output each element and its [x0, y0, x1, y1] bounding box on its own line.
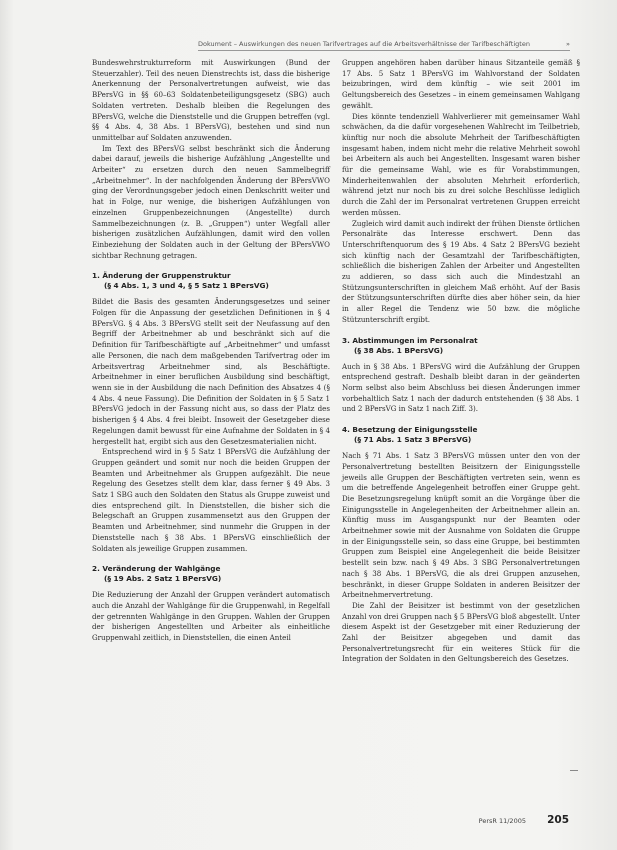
left-column — [92, 58, 330, 644]
paragraph: Auch in § 38 Abs. 1 BPersVG wird die Aufzählung der Gruppen entsprechend gestraft. Deshalb bleibt daran in der geänderten Norm selbst also beim Abschluss bei diesen Änderungen immer vorbehaltlich Satz 1 nach der dadurch entstehenden (§ 38 Abs. 1 und 2 BPersVG in Satz 1 nach Ziff. 3). — [342, 361, 580, 414]
section-heading — [92, 564, 330, 584]
section-heading-subtitle: (§ 38 Abs. 1 BPersVG) — [354, 345, 444, 355]
margin-mark — [570, 770, 578, 771]
section-heading-subtitle: (§ 4 Abs. 1, 3 und 4, § 5 Satz 1 BPersVG) — [104, 281, 269, 291]
section-heading-subtitle: (§ 71 Abs. 1 Satz 3 BPersVG) — [354, 435, 472, 445]
right-column — [342, 58, 580, 665]
running-head-page-ref: » — [566, 40, 570, 48]
running-head — [198, 40, 570, 51]
section-heading-subtitle: (§ 19 Abs. 2 Satz 1 BPersVG) — [104, 574, 222, 584]
section-heading-title: 2. Veränderung der Wahlgänge — [92, 564, 221, 574]
section-heading — [342, 336, 580, 356]
section-heading-title: 3. Abstimmungen im Personalrat — [342, 335, 478, 345]
paragraph: Nach § 71 Abs. 1 Satz 3 BPersVG müssen unter den von der Personalvertretung bestellten Beisitzern der Einigungsstelle jeweils alle Gruppen der Beschäftigten vertreten sein, wenn es um die betreffende Angelegenheit betroffen einer Gruppe geht. Die Besetzungsregelung knüpft somit an die Vorgänge über die Einigungsstelle in Angelegenheiten der Arbeitnehmer allein an. Künftig muss im Ausgangspunkt nur der Beamten oder Arbeitnehmer sowie mit der Ausnahme von Soldaten die Gruppe in der Einigungsstelle sein, so dass eine Gruppe, bei bestimmten Gruppen zum Beispiel eine Angelegenheit die beide Beisitzer bestellt sein bzw. nach § 49 Abs. 3 SBG Personalvertretungen nach § 38 Abs. 1 BPersVG, die als drei Gruppen anzusehen, beschränkt, in dieser Gruppe Soldaten in anderen Beisitzer der Arbeitnehmervertretung. — [342, 451, 580, 600]
issue-label: PersR 11/2005 — [478, 817, 526, 825]
paragraph: Die Reduzierung der Anzahl der Gruppen verändert automatisch auch die Anzahl der Wahlgänge für die Gruppenwahl, in Regelfall der getrennten Wahlgänge in den Gruppen. Wahlen der Gruppen der bisherigen Angestellten und Arbeiter als einheitliche Gruppenwahl zeitlich, in Dienststellen, die einen Anteil — [92, 590, 330, 643]
running-head-text: Dokument – Auswirkungen des neuen Tarifvertrages auf die Arbeitsverhältnisse der Tarifbeschäftigten — [198, 40, 530, 48]
paragraph: Bundeswehrstrukturreform mit Auswirkungen (Bund der Steuerzahler). Teil des neuen Dienstrechts ist, dass die bisherige Anerkennung der Personalvertretungen aufweist, wie das BPersVG in §§ 60–63 Soldatenbeteiligungsgesetz (SBG) auch Soldaten vertreten. Deshalb bleiben die Regelungen des BPersVG, welche die Dienststelle und die Gruppen betreffen (vgl. §§ 4 Abs. 4, 38 Abs. 1 BPersVG), bestehen und sind nun unmittelbar auf Soldaten anzuwenden. — [92, 58, 330, 142]
paragraph: Dies könnte tendenziell Wahlverlierer mit gemeinsamer Wahl schwächen, da die dafür vorgesehenen Wahlrecht im Teilbetrieb, künftig nur noch die absolute Mehrheit der Tarifbeschäftigten insgesamt haben, indem nicht mehr die relative Mehrheit sowohl bei Arbeitern als auch bei Angestellten. Insgesamt waren bisher für die gemeinsame Wahl, wie es für Vorabstimmungen, Minderheitenwahlen der absoluten Mehrheit erforderlich, während jetzt nur noch bis zu drei solche Beschlüsse lediglich durch die Zahl der im Personalrat vertretenen Gruppen erreicht werden müssen. — [342, 111, 580, 217]
paragraph: Gruppen angehören haben darüber hinaus Sitzanteile gemäß § 17 Abs. 5 Satz 1 BPersVG im Wahlvorstand der Soldaten beizubringen, wird dem künftig – wie seit 2001 im Geltungsbereich des Gesetzes – in einem gemeinsamen Wahlgang gewählt. — [342, 58, 580, 110]
paragraph: Im Text des BPersVG selbst beschränkt sich die Änderung dabei darauf, jeweils die bisherige Aufzählung „Angestellte und Arbeiter“ zu ersetzen durch den neuen Sammelbegriff „Arbeitnehmer“. In der nachfolgenden Änderung der BPersVWO ging der Verordnungsgeber jedoch einen Denkschritt weiter und hat in Folge, nur wenige, die bisherigen Aufzählungen von einzelnen Gruppenbezeichnungen (Angestellte) durch Sammelbezeichnungen (z. B. „Gruppen“) unter Wegfall aller bisherigen zusätzlichen Aufzählungen, damit wird den vollen Einbeziehung der Soldaten auch in der Geltung der BPersVWO sichtbar Rechnung getragen. — [92, 143, 330, 260]
paragraph: Zugleich wird damit auch indirekt der frühen Dienste örtlichen Personalräte das Interesse erschwert. Denn das Unterschriftenquorum des § 19 Abs. 4 Satz 2 BPersVG bezieht sich künftig nach der Gesamtzahl der Tarifbeschäftigten, schließlich die bisherigen Zahlen der Arbeiter und Angestellten zu addieren, so dass sich auch die Mindestzahl an Stützungsunterschriften in gleichem Maß erhöht. Auf der Basis der Stützungsunterschriften dürfte dies aber höher sein, da hier in aller Regel die Tendenz wie 50 bzw. die mögliche Stützunterschrift ergibt. — [342, 218, 580, 324]
page-number: 205 — [547, 814, 569, 826]
page-footer — [479, 808, 569, 827]
paragraph: Die Zahl der Beisitzer ist bestimmt von der gesetzlichen Anzahl von drei Gruppen nach § 5 BPersVG bloß abgestellt. Unter diesem Aspekt ist der Gesetzgeber mit einer Reduzierung der Zahl der Beisitzer abgegeben und damit das Personalvertretungsrecht für ein weiteres Stück für die Integration der Soldaten in den Geltungsbereich des Gesetzes. — [342, 600, 580, 664]
section-heading — [92, 271, 330, 291]
section-heading — [342, 425, 580, 445]
paragraph: Entsprechend wird in § 5 Satz 1 BPersVG die Aufzählung der Gruppen geändert und somit nur noch die beiden Gruppen der Beamten und Arbeitnehmer als Gruppen aufgezählt. Die neue Regelung des Gesetzes stellt dem klar, dass ferner § 49 Abs. 3 Satz 1 SBG auch den Soldaten den Status als Gruppe zuweist und dies entsprechend gilt. In Dienststellen, die bisher sich die Belegschaft an Gruppen zusammensetzt aus den Gruppen der Beamten und Arbeitnehmer, sind nunmehr die Gruppen in der Dienststelle nach § 38 Abs. 1 BPersVG einschließlich der Soldaten als jeweilige Gruppen zusammen. — [92, 447, 330, 553]
section-heading-title: 4. Besetzung der Einigungsstelle — [342, 425, 478, 435]
section-heading-title: 1. Änderung der Gruppenstruktur — [92, 271, 231, 281]
paragraph: Bildet die Basis des gesamten Änderungsgesetzes und seiner Folgen für die Anpassung der gesetzlichen Definitionen in § 4 BPersVG. § 4 Abs. 3 BPersVG stellt seit der Neufassung auf den Begriff der Arbeitnehmer ab und beschränkt sich auf die Definition für Tarifbeschäftigte auf „Arbeitnehmer“ und umfasst alle Personen, die nach dem maßgebenden Tarifvertrag oder im Arbeitsvertrag Arbeitnehmer sind, als Beschäftigte. Arbeitnehmer in einer beruflichen Ausbildung sind beschäftigt, wenn sie in der Ausbildung die nach Definition des Absatzes 4 (§ 4 Abs. 4 neue Fassung). Die Definition der Soldaten in § 5 Satz 1 BPersVG jedoch in der Fassung nicht aus, so dass der Platz des bisherigen § 4 Abs. 4 frei bleibt. Insoweit der Gesetzgeber diese Regelungen damit bewusst für eine Aufnahme der Soldaten in § 4 hergestellt hat, ergibt sich aus den Gesetzesmaterialien nicht. — [92, 297, 330, 446]
